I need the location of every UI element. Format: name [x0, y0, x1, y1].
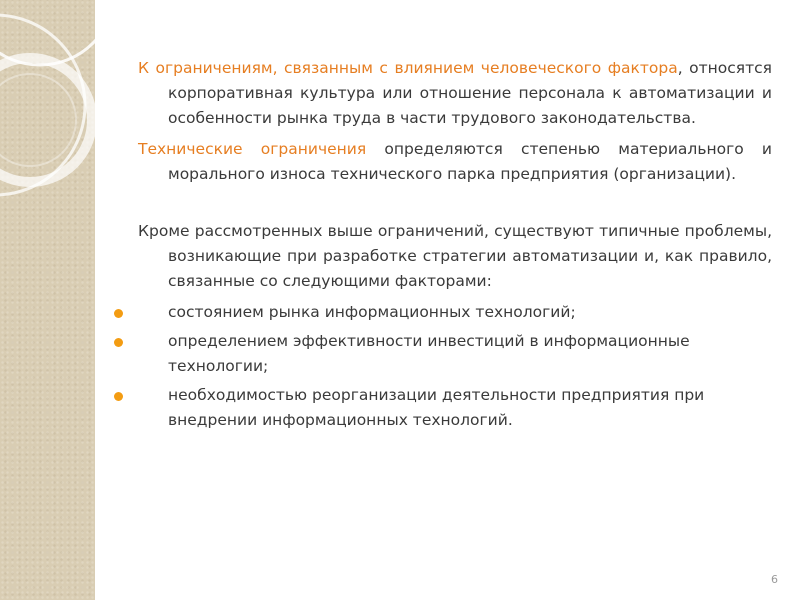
- slide-body: [138, 56, 772, 437]
- text-technical: определяются степенью материального и морального износа технического парка предприятия (организации).: [168, 140, 772, 183]
- slide-number: 6: [771, 573, 778, 586]
- text-human-factor: , относятся корпоративная культура или отношение персонала к автоматизации и особенности рынка труда в части трудового законодательства.: [168, 59, 772, 127]
- bullet-dot-icon: [114, 338, 123, 347]
- bullet-dot-icon: [114, 309, 123, 318]
- list-item-text: необходимостью реорганизации деятельности предприятия при внедрении информационных технологий.: [168, 386, 705, 429]
- spacer: [138, 193, 772, 219]
- decorative-side-band: [0, 0, 95, 600]
- paragraph-typical-problems: [138, 219, 772, 294]
- list-item-text: состоянием рынка информационных технологий;: [168, 303, 576, 321]
- highlight-human-factor: К ограничениям, связанным с влиянием человеческого фактора: [138, 59, 678, 77]
- list-item: [138, 383, 772, 433]
- highlight-technical: Технические ограничения: [138, 140, 367, 158]
- bullet-dot-icon: [114, 392, 123, 401]
- text-typical-problems: Кроме рассмотренных выше ограничений, существуют типичные проблемы, возникающие при разработке стратегии автоматизации и, как правило, связанные со следующими факторами:: [138, 222, 772, 290]
- list-item: [138, 329, 772, 379]
- list-item: [138, 300, 772, 325]
- factors-list: [138, 300, 772, 433]
- decorative-circles: [0, 0, 95, 600]
- list-item-text: определением эффективности инвестиций в информационные технологии;: [168, 332, 690, 375]
- paragraph-technical: [138, 137, 772, 187]
- paragraph-human-factor: [138, 56, 772, 131]
